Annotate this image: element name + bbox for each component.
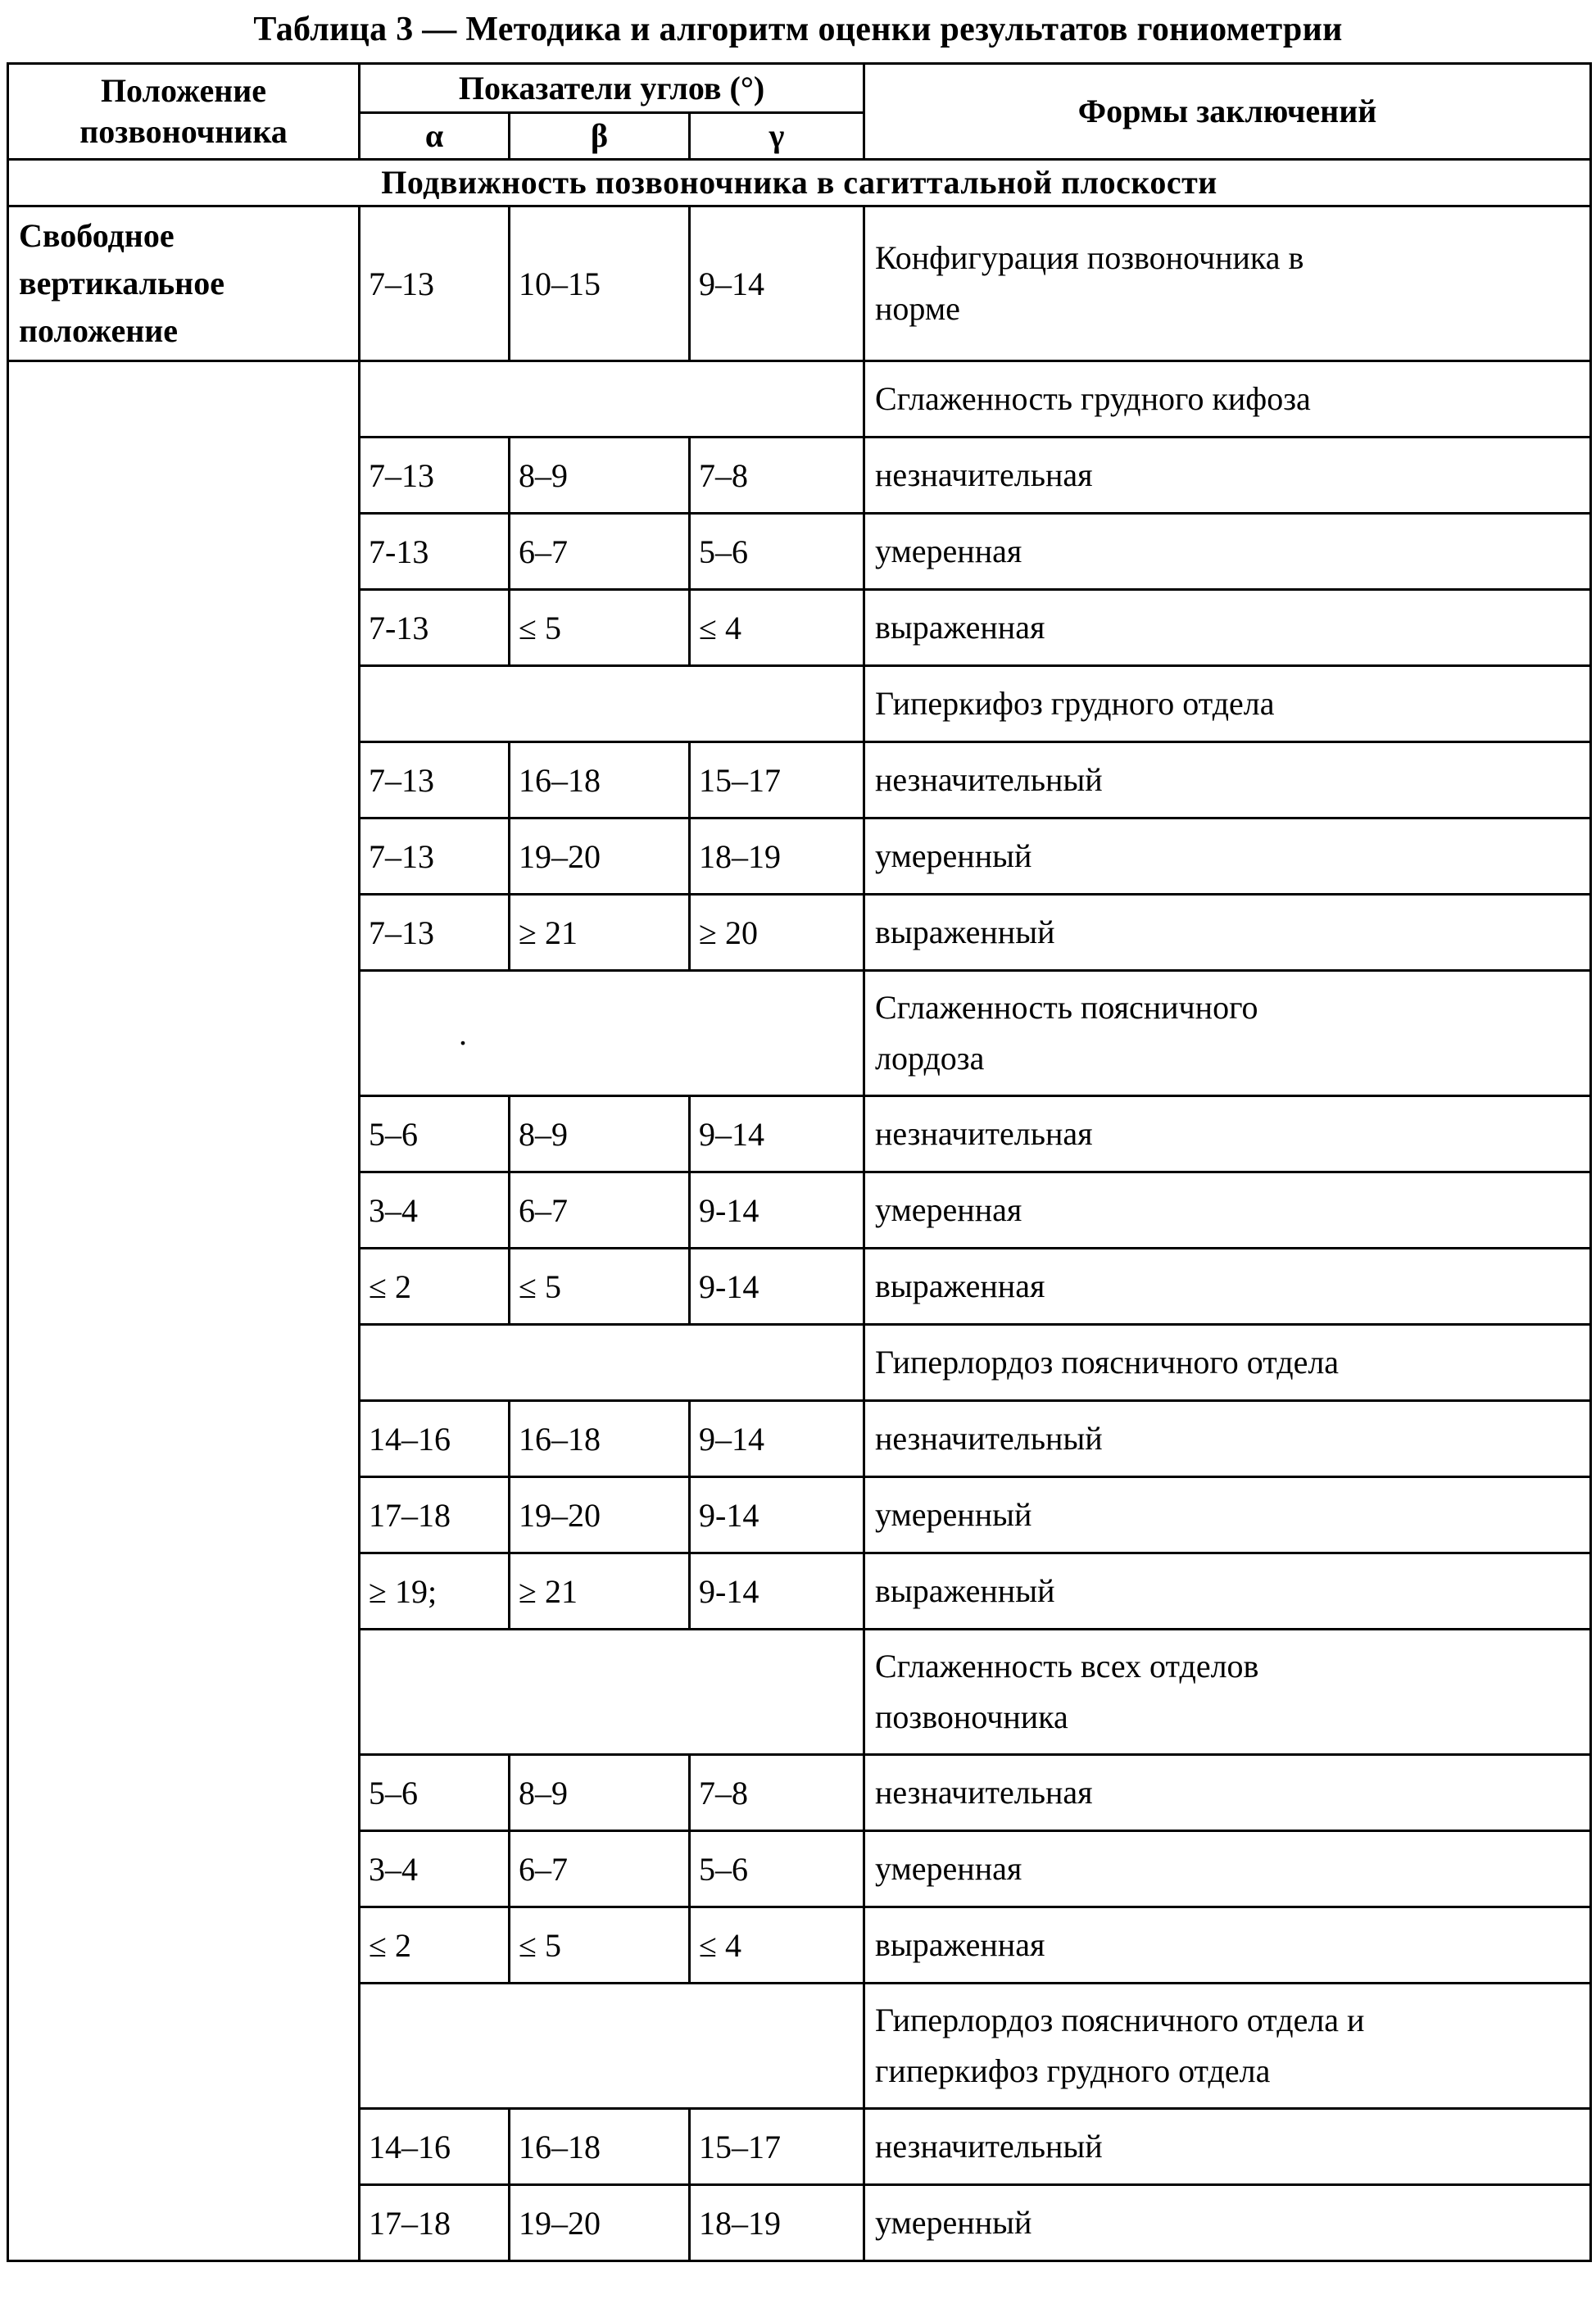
goniometry-table <box>7 62 1592 2262</box>
alpha-value: 7–13 <box>360 742 510 818</box>
beta-value: 8–9 <box>510 1755 690 1831</box>
alpha-value: 3–4 <box>360 1172 510 1249</box>
beta-value: 16–18 <box>510 2109 690 2185</box>
gamma-value: ≤ 4 <box>690 590 864 666</box>
severity-conclusion-text: выраженный <box>864 895 1591 971</box>
gamma-value: 5–6 <box>690 514 864 590</box>
gamma-value: 7–8 <box>690 438 864 514</box>
severity-conclusion-text: незначительный <box>864 742 1591 818</box>
beta-value: 6–7 <box>510 514 690 590</box>
spine-position-empty-cell <box>8 361 360 2261</box>
condition-group-label: Сглаженность всех отделов позвоночника <box>864 1630 1591 1755</box>
alpha-value: 17–18 <box>360 2185 510 2261</box>
header-beta: β <box>510 113 690 160</box>
empty-angle-cells <box>360 361 864 438</box>
severity-conclusion-text: выраженная <box>864 1249 1591 1325</box>
alpha-value: 7-13 <box>360 514 510 590</box>
beta-value: ≥ 21 <box>510 1553 690 1630</box>
beta-value: 8–9 <box>510 1096 690 1172</box>
alpha-value: ≤ 2 <box>360 1907 510 1984</box>
beta-value: ≤ 5 <box>510 590 690 666</box>
empty-angle-cells <box>360 1630 864 1755</box>
beta-value: ≥ 21 <box>510 895 690 971</box>
severity-conclusion-text: незначительный <box>864 1401 1591 1477</box>
empty-angle-cells <box>360 666 864 742</box>
beta-value: 16–18 <box>510 1401 690 1477</box>
header-angle-indicators: Показатели углов (°) <box>360 64 864 113</box>
severity-conclusion-text: незначительный <box>864 2109 1591 2185</box>
severity-conclusion-text: выраженная <box>864 1907 1591 1984</box>
severity-conclusion-text: умеренный <box>864 818 1591 895</box>
empty-angle-cells <box>360 1984 864 2109</box>
section-header-row <box>8 160 1591 206</box>
gamma-value: ≤ 4 <box>690 1907 864 1984</box>
header-row-top <box>8 64 1591 113</box>
severity-conclusion-text: выраженный <box>864 1553 1591 1630</box>
section-header-sagittal-plane: Подвижность позвоночника в сагиттальной плоскости <box>8 160 1591 206</box>
alpha-value: 14–16 <box>360 1401 510 1477</box>
beta-value: ≤ 5 <box>510 1907 690 1984</box>
alpha-value: 7–13 <box>360 438 510 514</box>
severity-conclusion-text: умеренный <box>864 2185 1591 2261</box>
gamma-value: 9-14 <box>690 1249 864 1325</box>
alpha-value: ≥ 19; <box>360 1553 510 1630</box>
beta-value: 19–20 <box>510 2185 690 2261</box>
gamma-value: 18–19 <box>690 818 864 895</box>
header-position-column: Положение позвоночника <box>8 64 360 160</box>
gamma-value: 15–17 <box>690 742 864 818</box>
gamma-value: 9-14 <box>690 1172 864 1249</box>
alpha-value: 7–13 <box>360 818 510 895</box>
alpha-value: 5–6 <box>360 1755 510 1831</box>
table-row <box>8 206 1591 361</box>
beta-value: 10–15 <box>510 206 690 361</box>
severity-conclusion-text: умеренный <box>864 1477 1591 1553</box>
alpha-value: 14–16 <box>360 2109 510 2185</box>
beta-value: 16–18 <box>510 742 690 818</box>
empty-angle-cells <box>360 1325 864 1401</box>
alpha-value: 7–13 <box>360 206 510 361</box>
severity-conclusion-text: незначительная <box>864 438 1591 514</box>
severity-conclusion-text: незначительная <box>864 1096 1591 1172</box>
table-title: Таблица 3 — Методика и алгоритм оценки результатов гониометрии <box>253 11 1343 48</box>
spine-position-label: Свободное вертикальное положение <box>8 206 360 361</box>
beta-value: 8–9 <box>510 438 690 514</box>
severity-conclusion-text: умеренная <box>864 1831 1591 1907</box>
severity-conclusion-text: умеренная <box>864 514 1591 590</box>
gamma-value: 18–19 <box>690 2185 864 2261</box>
alpha-value: 5–6 <box>360 1096 510 1172</box>
alpha-value: 17–18 <box>360 1477 510 1553</box>
table-row <box>8 361 1591 438</box>
gamma-value: 9–14 <box>690 1401 864 1477</box>
beta-value: 19–20 <box>510 1477 690 1553</box>
gamma-value: 9-14 <box>690 1553 864 1630</box>
beta-value: 6–7 <box>510 1172 690 1249</box>
alpha-value: 3–4 <box>360 1831 510 1907</box>
table-body <box>8 206 1591 2261</box>
gamma-value: ≥ 20 <box>690 895 864 971</box>
conclusion-text: Конфигурация позвоночника в норме <box>864 206 1591 361</box>
header-conclusion-forms: Формы заключений <box>864 64 1591 160</box>
alpha-value: ≤ 2 <box>360 1249 510 1325</box>
beta-value: ≤ 5 <box>510 1249 690 1325</box>
gamma-value: 9–14 <box>690 1096 864 1172</box>
condition-group-label: Сглаженность поясничного лордоза <box>864 971 1591 1096</box>
alpha-value: 7-13 <box>360 590 510 666</box>
header-alpha: α <box>360 113 510 160</box>
condition-group-label: Гиперкифоз грудного отдела <box>864 666 1591 742</box>
beta-value: 6–7 <box>510 1831 690 1907</box>
condition-group-label: Гиперлордоз поясничного отдела и гиперкифоз грудного отдела <box>864 1984 1591 2109</box>
severity-conclusion-text: незначительная <box>864 1755 1591 1831</box>
alpha-value: 7–13 <box>360 895 510 971</box>
beta-value: 19–20 <box>510 818 690 895</box>
gamma-value: 9–14 <box>690 206 864 361</box>
condition-group-label: Сглаженность грудного кифоза <box>864 361 1591 438</box>
empty-angle-cells: . <box>360 971 864 1096</box>
gamma-value: 7–8 <box>690 1755 864 1831</box>
severity-conclusion-text: умеренная <box>864 1172 1591 1249</box>
condition-group-label: Гиперлордоз поясничного отдела <box>864 1325 1591 1401</box>
gamma-value: 9-14 <box>690 1477 864 1553</box>
severity-conclusion-text: выраженная <box>864 590 1591 666</box>
header-gamma: γ <box>690 113 864 160</box>
gamma-value: 5–6 <box>690 1831 864 1907</box>
gamma-value: 15–17 <box>690 2109 864 2185</box>
